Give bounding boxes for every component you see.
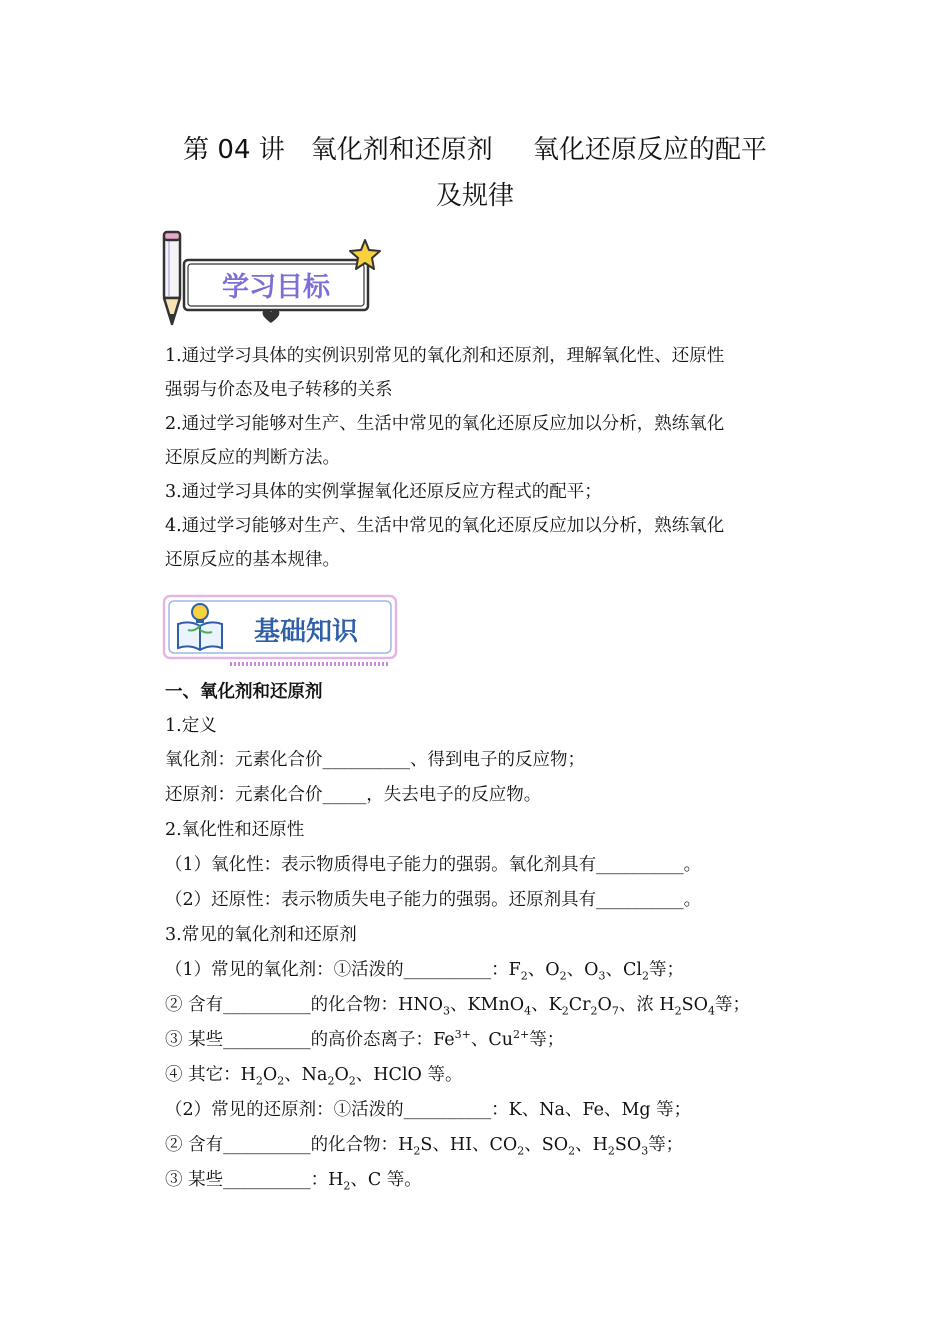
goal-line-7: 还原反应的基本规律。: [165, 550, 340, 570]
reducing-property: （2）还原性：表示物质失电子能力的强弱。还原剂具有__________。: [165, 890, 702, 910]
goal-line-6: 4.通过学习能够对生产、生活中常见的氧化还原反应加以分析，熟练氧化: [165, 516, 725, 536]
page-title-line2: 及规律: [435, 181, 514, 211]
lecture-number: 第 04 讲: [183, 135, 285, 165]
oxidant-item-1: （1）常见的氧化剂：①活泼的__________：$F_2$、$O_2$、$O_3$、$Cl_2$等；: [165, 960, 685, 983]
reductant-item-2: ② 含有__________的化合物：$H_2S$、HI、$CO_2$、$SO_2$、$H_2SO_3$等；: [165, 1135, 684, 1158]
learning-goals-label: 学习目标: [222, 272, 330, 303]
common-agents-heading: 3.常见的氧化剂和还原剂: [165, 925, 357, 945]
lecture-topic-2: 氧化还原反应的配平: [532, 135, 767, 165]
goal-line-3: 2.通过学习能够对生产、生活中常见的氧化还原反应加以分析，熟练氧化: [165, 414, 725, 434]
oxidizing-property: （1）氧化性：表示物质得电子能力的强弱。氧化剂具有__________。: [165, 855, 702, 875]
goal-line-4: 还原反应的判断方法。: [165, 448, 340, 468]
goal-line-2: 强弱与价态及电子转移的关系: [165, 380, 393, 400]
pencil-icon: [164, 232, 180, 324]
goal-line-5: 3.通过学习具体的实例掌握氧化还原反应方程式的配平；: [165, 482, 602, 502]
lecture-topic-1: 氧化剂和还原剂: [310, 135, 493, 165]
heart-icon: [263, 309, 280, 323]
basic-knowledge-label: 基础知识: [253, 617, 359, 647]
basic-knowledge-badge: [160, 590, 400, 672]
goal-line-1: 1.通过学习具体的实例识别常见的氧化剂和还原剂，理解氧化性、还原性: [165, 346, 725, 366]
reductant-item-3: ③ 某些__________：$H_2$、C 等。: [165, 1170, 422, 1193]
definition-heading: 1.定义: [165, 716, 217, 736]
oxidant-definition: 氧化剂：元素化合价__________、得到电子的反应物；: [165, 750, 585, 770]
property-heading: 2.氧化性和还原性: [165, 820, 305, 840]
reductant-item-1: （2）常见的还原剂：①活泼的__________：K、Na、Fe、Mg 等；: [165, 1100, 692, 1120]
page-title-line1: [0, 128, 950, 172]
learning-goals-badge: [158, 228, 386, 330]
oxidant-item-3: ③ 某些__________的高价态离子：$Fe^{3+}$、$Cu^{2+}$等；: [165, 1028, 565, 1050]
oxidant-item-4: ④ 其它：$H_2O_2$、$Na_2O_2$、HClO 等。: [165, 1065, 463, 1088]
section-heading: 一、氧化剂和还原剂: [165, 682, 323, 702]
reductant-definition: 还原剂：元素化合价_____，失去电子的反应物。: [165, 785, 542, 805]
oxidant-item-2: ② 含有__________的化合物：$HNO_3$、KMnO$_4$、$K_2Cr_2O_7$、浓 $H_2SO_4$等；: [165, 995, 750, 1018]
